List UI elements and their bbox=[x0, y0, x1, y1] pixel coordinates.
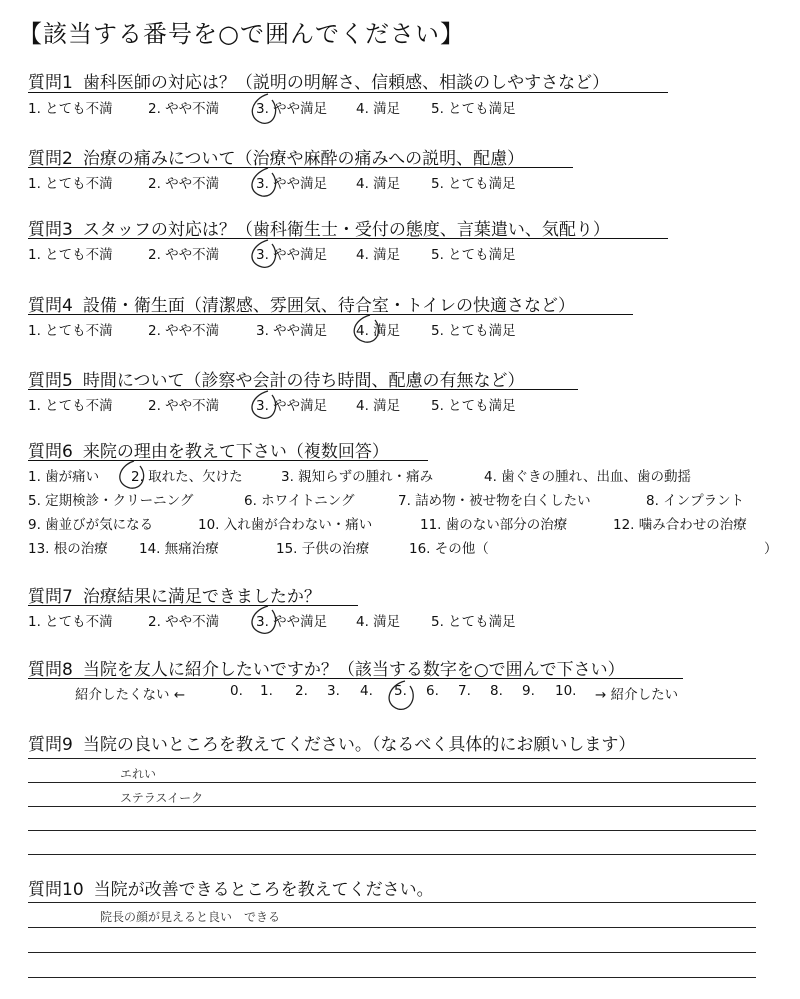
question-10-label: 質問10 bbox=[28, 880, 84, 900]
q8-number-9[interactable]: 9. bbox=[522, 683, 535, 699]
q8-scale-right-label: → 紹介したい bbox=[595, 687, 679, 703]
question-4-label: 質問4 bbox=[28, 296, 73, 316]
question-10-text: 当院が改善できるところを教えてください。 bbox=[93, 880, 434, 900]
question-7-text: 治療結果に満足できましたか？ bbox=[82, 587, 321, 607]
q6-other-close-paren: ） bbox=[764, 541, 778, 557]
q6-option-16[interactable]: 16. その他（ bbox=[409, 541, 489, 557]
question-2-text: 治療の痛みについて（治療や麻酔の痛みへの説明、配慮） bbox=[82, 149, 525, 169]
q6-option-3[interactable]: 3. 親知らずの腫れ・痛み bbox=[281, 469, 434, 485]
q8-number-6[interactable]: 6. bbox=[426, 683, 439, 699]
question-4-underline bbox=[28, 314, 633, 315]
question-8-text: 当院を友人に紹介したいですか？（該当する数字を○で囲んで下さい） bbox=[82, 660, 625, 680]
q3-option-4[interactable]: 4. 満足 bbox=[356, 247, 401, 263]
question-1-options bbox=[28, 97, 516, 117]
question-6-text: 来院の理由を教えて下さい（複数回答） bbox=[82, 442, 389, 462]
question-7-label: 質問7 bbox=[28, 587, 73, 607]
question-10-heading bbox=[28, 875, 434, 900]
q3-option-5[interactable]: 5. とても満足 bbox=[431, 247, 516, 263]
q5-option-5[interactable]: 5. とても満足 bbox=[431, 398, 516, 414]
q7-option-1[interactable]: 1. とても不満 bbox=[28, 614, 113, 630]
q6-option-13[interactable]: 13. 根の治療 bbox=[28, 541, 108, 557]
question-5-underline bbox=[28, 389, 578, 390]
q6-option-15[interactable]: 15. 子供の治療 bbox=[276, 541, 370, 557]
q8-number-7[interactable]: 7. bbox=[458, 683, 471, 699]
q1-option-4[interactable]: 4. 満足 bbox=[356, 101, 401, 117]
q4-option-2[interactable]: 2. やや不満 bbox=[148, 323, 220, 339]
question-4-options bbox=[28, 319, 516, 339]
question-5-label: 質問5 bbox=[28, 371, 73, 391]
q4-option-1[interactable]: 1. とても不満 bbox=[28, 323, 113, 339]
q7-option-5[interactable]: 5. とても満足 bbox=[431, 614, 516, 630]
q4-option-4[interactable]: 4. 満足 bbox=[356, 323, 401, 339]
q10-write-line-4[interactable] bbox=[28, 977, 756, 978]
q9-write-line-2[interactable] bbox=[28, 782, 756, 783]
q4-option-3[interactable]: 3. やや満足 bbox=[256, 323, 328, 339]
question-6-label: 質問6 bbox=[28, 442, 73, 462]
q2-option-1[interactable]: 1. とても不満 bbox=[28, 176, 113, 192]
q8-number-0[interactable]: 0. bbox=[230, 683, 243, 699]
question-3-text: スタッフの対応は？（歯科衛生士・受付の態度、言葉遣い、気配り） bbox=[82, 220, 610, 240]
question-1-heading bbox=[28, 68, 609, 93]
q5-option-4[interactable]: 4. 満足 bbox=[356, 398, 401, 414]
q8-scale-left-label: 紹介したくない ← bbox=[75, 687, 186, 703]
question-6-row-3 bbox=[28, 513, 747, 533]
q9-write-line-1[interactable] bbox=[28, 758, 756, 759]
q2-option-5[interactable]: 5. とても満足 bbox=[431, 176, 516, 192]
q9-write-line-5[interactable] bbox=[28, 854, 756, 855]
question-8-underline bbox=[28, 678, 683, 679]
q10-write-line-3[interactable] bbox=[28, 952, 756, 953]
page-title: 【該当する番号を○で囲んでください】 bbox=[18, 20, 465, 48]
q5-option-2[interactable]: 2. やや不満 bbox=[148, 398, 220, 414]
q6-option-2[interactable]: 2. 取れた、欠けた bbox=[131, 469, 243, 485]
question-7-heading bbox=[28, 582, 321, 607]
q5-option-1[interactable]: 1. とても不満 bbox=[28, 398, 113, 414]
question-6-row-1 bbox=[28, 465, 691, 485]
q10-handwritten-answer-1: 院長の顔が見えると良い できる bbox=[100, 910, 281, 924]
q9-write-line-3[interactable] bbox=[28, 806, 756, 807]
question-2-options bbox=[28, 172, 516, 192]
q6-option-14[interactable]: 14. 無痛治療 bbox=[139, 541, 219, 557]
q1-option-5[interactable]: 5. とても満足 bbox=[431, 101, 516, 117]
q6-option-10[interactable]: 10. 入れ歯が合わない・痛い bbox=[198, 517, 373, 533]
q8-number-10[interactable]: 10. bbox=[555, 683, 577, 699]
q8-number-2[interactable]: 2. bbox=[295, 683, 308, 699]
q6-option-7[interactable]: 7. 詰め物・被せ物を白くしたい bbox=[398, 493, 591, 509]
question-1-label: 質問1 bbox=[28, 73, 73, 93]
q3-option-2[interactable]: 2. やや不満 bbox=[148, 247, 220, 263]
q2-option-4[interactable]: 4. 満足 bbox=[356, 176, 401, 192]
q2-option-2[interactable]: 2. やや不満 bbox=[148, 176, 220, 192]
question-1-underline bbox=[28, 92, 668, 93]
question-8-heading bbox=[28, 655, 625, 680]
q6-option-12[interactable]: 12. 噛み合わせの治療 bbox=[613, 517, 747, 533]
question-8-label: 質問8 bbox=[28, 660, 73, 680]
question-5-text: 時間について（診察や会計の待ち時間、配慮の有無など） bbox=[82, 371, 525, 391]
question-6-row-2 bbox=[28, 489, 744, 509]
question-3-heading bbox=[28, 215, 610, 240]
q8-number-3[interactable]: 3. bbox=[327, 683, 340, 699]
q3-option-3[interactable]: 3. やや満足 bbox=[256, 247, 328, 263]
q1-option-3[interactable]: 3. やや満足 bbox=[256, 101, 328, 117]
q6-option-5[interactable]: 5. 定期検診・クリーニング bbox=[28, 493, 194, 509]
q8-number-5[interactable]: 5. bbox=[394, 683, 407, 699]
q8-number-8[interactable]: 8. bbox=[490, 683, 503, 699]
question-6-heading bbox=[28, 437, 389, 462]
question-3-options bbox=[28, 243, 516, 263]
q8-number-1[interactable]: 1. bbox=[260, 683, 273, 699]
q6-option-9[interactable]: 9. 歯並びが気になる bbox=[28, 517, 154, 533]
question-3-underline bbox=[28, 238, 668, 239]
question-5-heading bbox=[28, 366, 525, 391]
question-1-text: 歯科医師の対応は？（説明の明解さ、信頼感、相談のしやすさなど） bbox=[82, 73, 610, 93]
question-7-underline bbox=[28, 605, 358, 606]
question-2-heading bbox=[28, 144, 524, 169]
question-9-label: 質問9 bbox=[28, 735, 73, 755]
q4-option-5[interactable]: 5. とても満足 bbox=[431, 323, 516, 339]
q2-option-3[interactable]: 3. やや満足 bbox=[256, 176, 328, 192]
q6-option-1[interactable]: 1. 歯が痛い bbox=[28, 469, 100, 485]
q7-option-4[interactable]: 4. 満足 bbox=[356, 614, 401, 630]
question-2-label: 質問2 bbox=[28, 149, 73, 169]
q6-option-6[interactable]: 6. ホワイトニング bbox=[244, 493, 355, 509]
q9-handwritten-answer-1: エれい bbox=[120, 767, 157, 781]
q10-write-line-2[interactable] bbox=[28, 927, 756, 928]
question-7-options bbox=[28, 610, 516, 630]
q1-option-1[interactable]: 1. とても不満 bbox=[28, 101, 113, 117]
q7-option-3[interactable]: 3. やや満足 bbox=[256, 614, 328, 630]
question-3-label: 質問3 bbox=[28, 220, 73, 240]
q3-option-1[interactable]: 1. とても不満 bbox=[28, 247, 113, 263]
question-6-underline bbox=[28, 460, 428, 461]
q6-option-8[interactable]: 8. インプラント bbox=[646, 493, 745, 509]
question-9-heading bbox=[28, 730, 635, 755]
q1-option-2[interactable]: 2. やや不満 bbox=[148, 101, 220, 117]
q9-handwritten-answer-2: ステラスイーク bbox=[120, 791, 204, 805]
question-4-text: 設備・衛生面（清潔感、雰囲気、待合室・トイレの快適さなど） bbox=[82, 296, 575, 316]
question-5-options bbox=[28, 394, 516, 414]
q5-option-3[interactable]: 3. やや満足 bbox=[256, 398, 328, 414]
q9-write-line-4[interactable] bbox=[28, 830, 756, 831]
question-9-text: 当院の良いところを教えてください。（なるべく具体的にお願いします） bbox=[82, 735, 636, 755]
question-2-underline bbox=[28, 167, 573, 168]
q6-option-11[interactable]: 11. 歯のない部分の治療 bbox=[420, 517, 568, 533]
q8-number-4[interactable]: 4. bbox=[360, 683, 373, 699]
question-6-row-4 bbox=[28, 537, 778, 557]
q10-write-line-1[interactable] bbox=[28, 902, 756, 903]
question-4-heading bbox=[28, 291, 575, 316]
q6-option-4[interactable]: 4. 歯ぐきの腫れ、出血、歯の動揺 bbox=[484, 469, 691, 485]
q7-option-2[interactable]: 2. やや不満 bbox=[148, 614, 220, 630]
